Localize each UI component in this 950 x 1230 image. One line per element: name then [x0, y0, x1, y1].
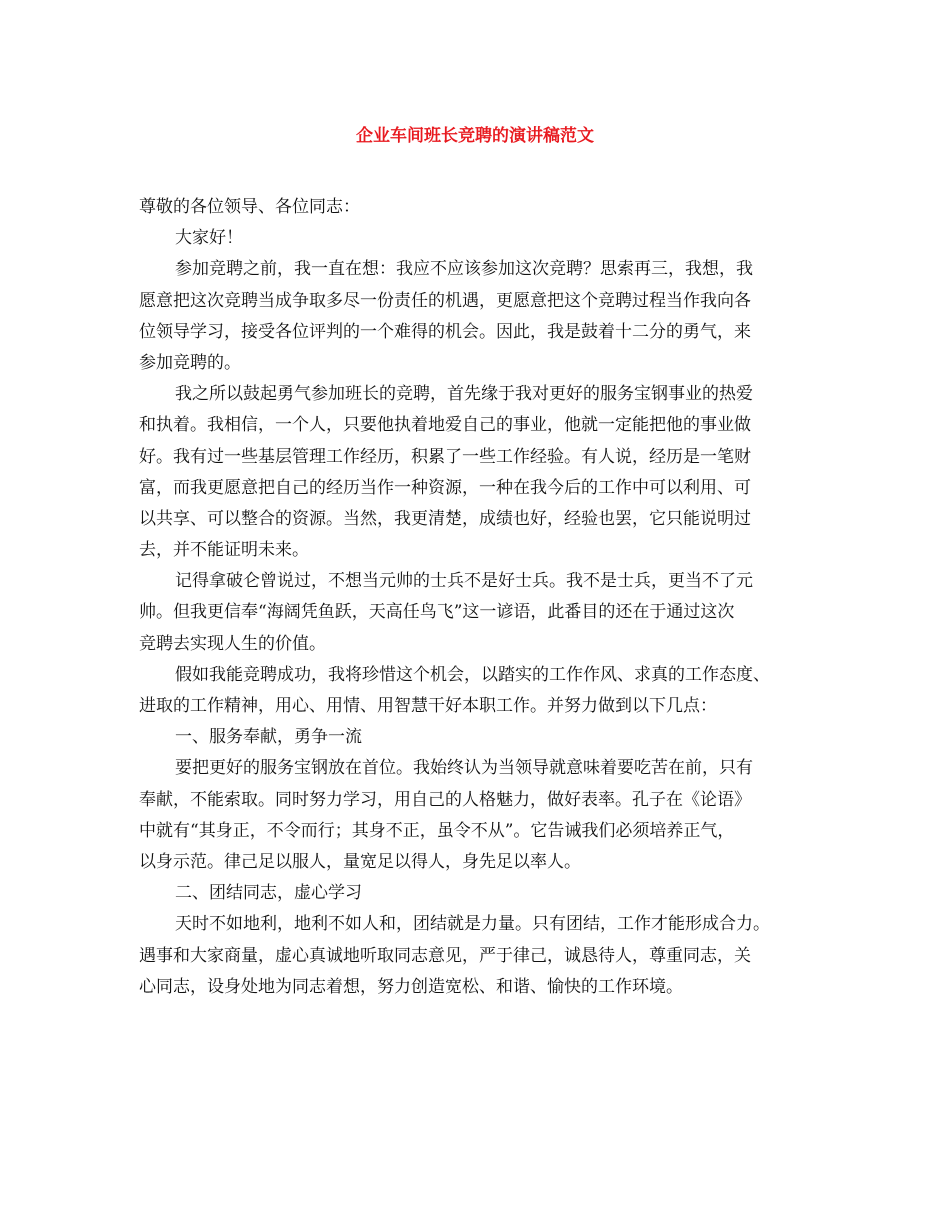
paragraph-line: 中就有“其身正，不令而行；其身不正，虽令不从”。它告诫我们必须培养正气， [139, 820, 735, 841]
paragraph-line: 参加竞聘的。 [139, 352, 241, 373]
document-body [139, 192, 839, 1003]
section-heading-1: 一、服务奉献，勇争一流 [175, 727, 362, 748]
paragraph-line: 愿意把这次竞聘当成争取多尽一份责任的机遇，更愿意把这个竞聘过程当作我向各 [139, 290, 751, 311]
paragraph-line: 好。我有过一些基层管理工作经历，积累了一些工作经验。有人说，经历是一笔财 [139, 446, 751, 467]
paragraph-line: 帅。但我更信奉“海阔凭鱼跃，天高任鸟飞”这一谚语，此番目的还在于通过这次 [139, 602, 735, 623]
paragraph-line: 遇事和大家商量，虚心真诚地听取同志意见，严于律己，诚恳待人，尊重同志，关 [139, 945, 751, 966]
paragraph-line: 记得拿破仑曾说过，不想当元帅的士兵不是好士兵。我不是士兵，更当不了元 [175, 571, 753, 592]
paragraph-line: 以共享、可以整合的资源。当然，我更清楚，成绩也好，经验也罢，它只能说明过 [139, 508, 751, 529]
paragraph-line: 假如我能竞聘成功，我将珍惜这个机会，以踏实的工作作风、求真的工作态度、 [175, 664, 770, 685]
paragraph-line: 进取的工作精神，用心、用情、用智慧干好本职工作。并努力做到以下几点： [139, 696, 717, 716]
paragraph-line: 竞聘去实现人生的价值。 [139, 633, 326, 654]
paragraph-line: 以身示范。律己足以服人，量宽足以得人，身先足以率人。 [139, 851, 581, 872]
paragraph-line: 参加竞聘之前，我一直在想：我应不应该参加这次竞聘？思索再三，我想，我 [175, 259, 753, 280]
paragraph-line: 要把更好的服务宝钢放在首位。我始终认为当领导就意味着要吃苦在前，只有 [175, 758, 753, 779]
paragraph-line: 心同志，设身处地为同志着想，努力创造宽松、和谐、愉快的工作环境。 [139, 976, 683, 997]
paragraph-line: 奉献，不能索取。同时努力学习，用自己的人格魅力，做好表率。孔子在《论语》 [139, 789, 751, 810]
greeting-line: 大家好！ [175, 228, 243, 249]
paragraph-line: 我之所以鼓起勇气参加班长的竞聘，首先缘于我对更好的服务宝钢事业的热爱 [175, 384, 753, 405]
paragraph-line: 富，而我更愿意把自己的经历当作一种资源，一种在我今后的工作中可以利用、可 [139, 477, 751, 498]
section-heading-2: 二、团结同志，虚心学习 [175, 883, 362, 904]
paragraph-line: 和执着。我相信，一个人，只要他执着地爱自己的事业，他就一定能把他的事业做 [139, 415, 751, 436]
paragraph-line: 天时不如地利，地利不如人和，团结就是力量。只有团结，工作才能形成合力。 [175, 914, 770, 935]
paragraph-line: 去，并不能证明未来。 [139, 540, 309, 561]
salutation-line: 尊敬的各位领导、各位同志： [139, 197, 360, 217]
document-title: 企业车间班长竞聘的演讲稿范文 [356, 126, 594, 146]
paragraph-line: 位领导学习，接受各位评判的一个难得的机会。因此，我是鼓着十二分的勇气，来 [139, 321, 751, 342]
